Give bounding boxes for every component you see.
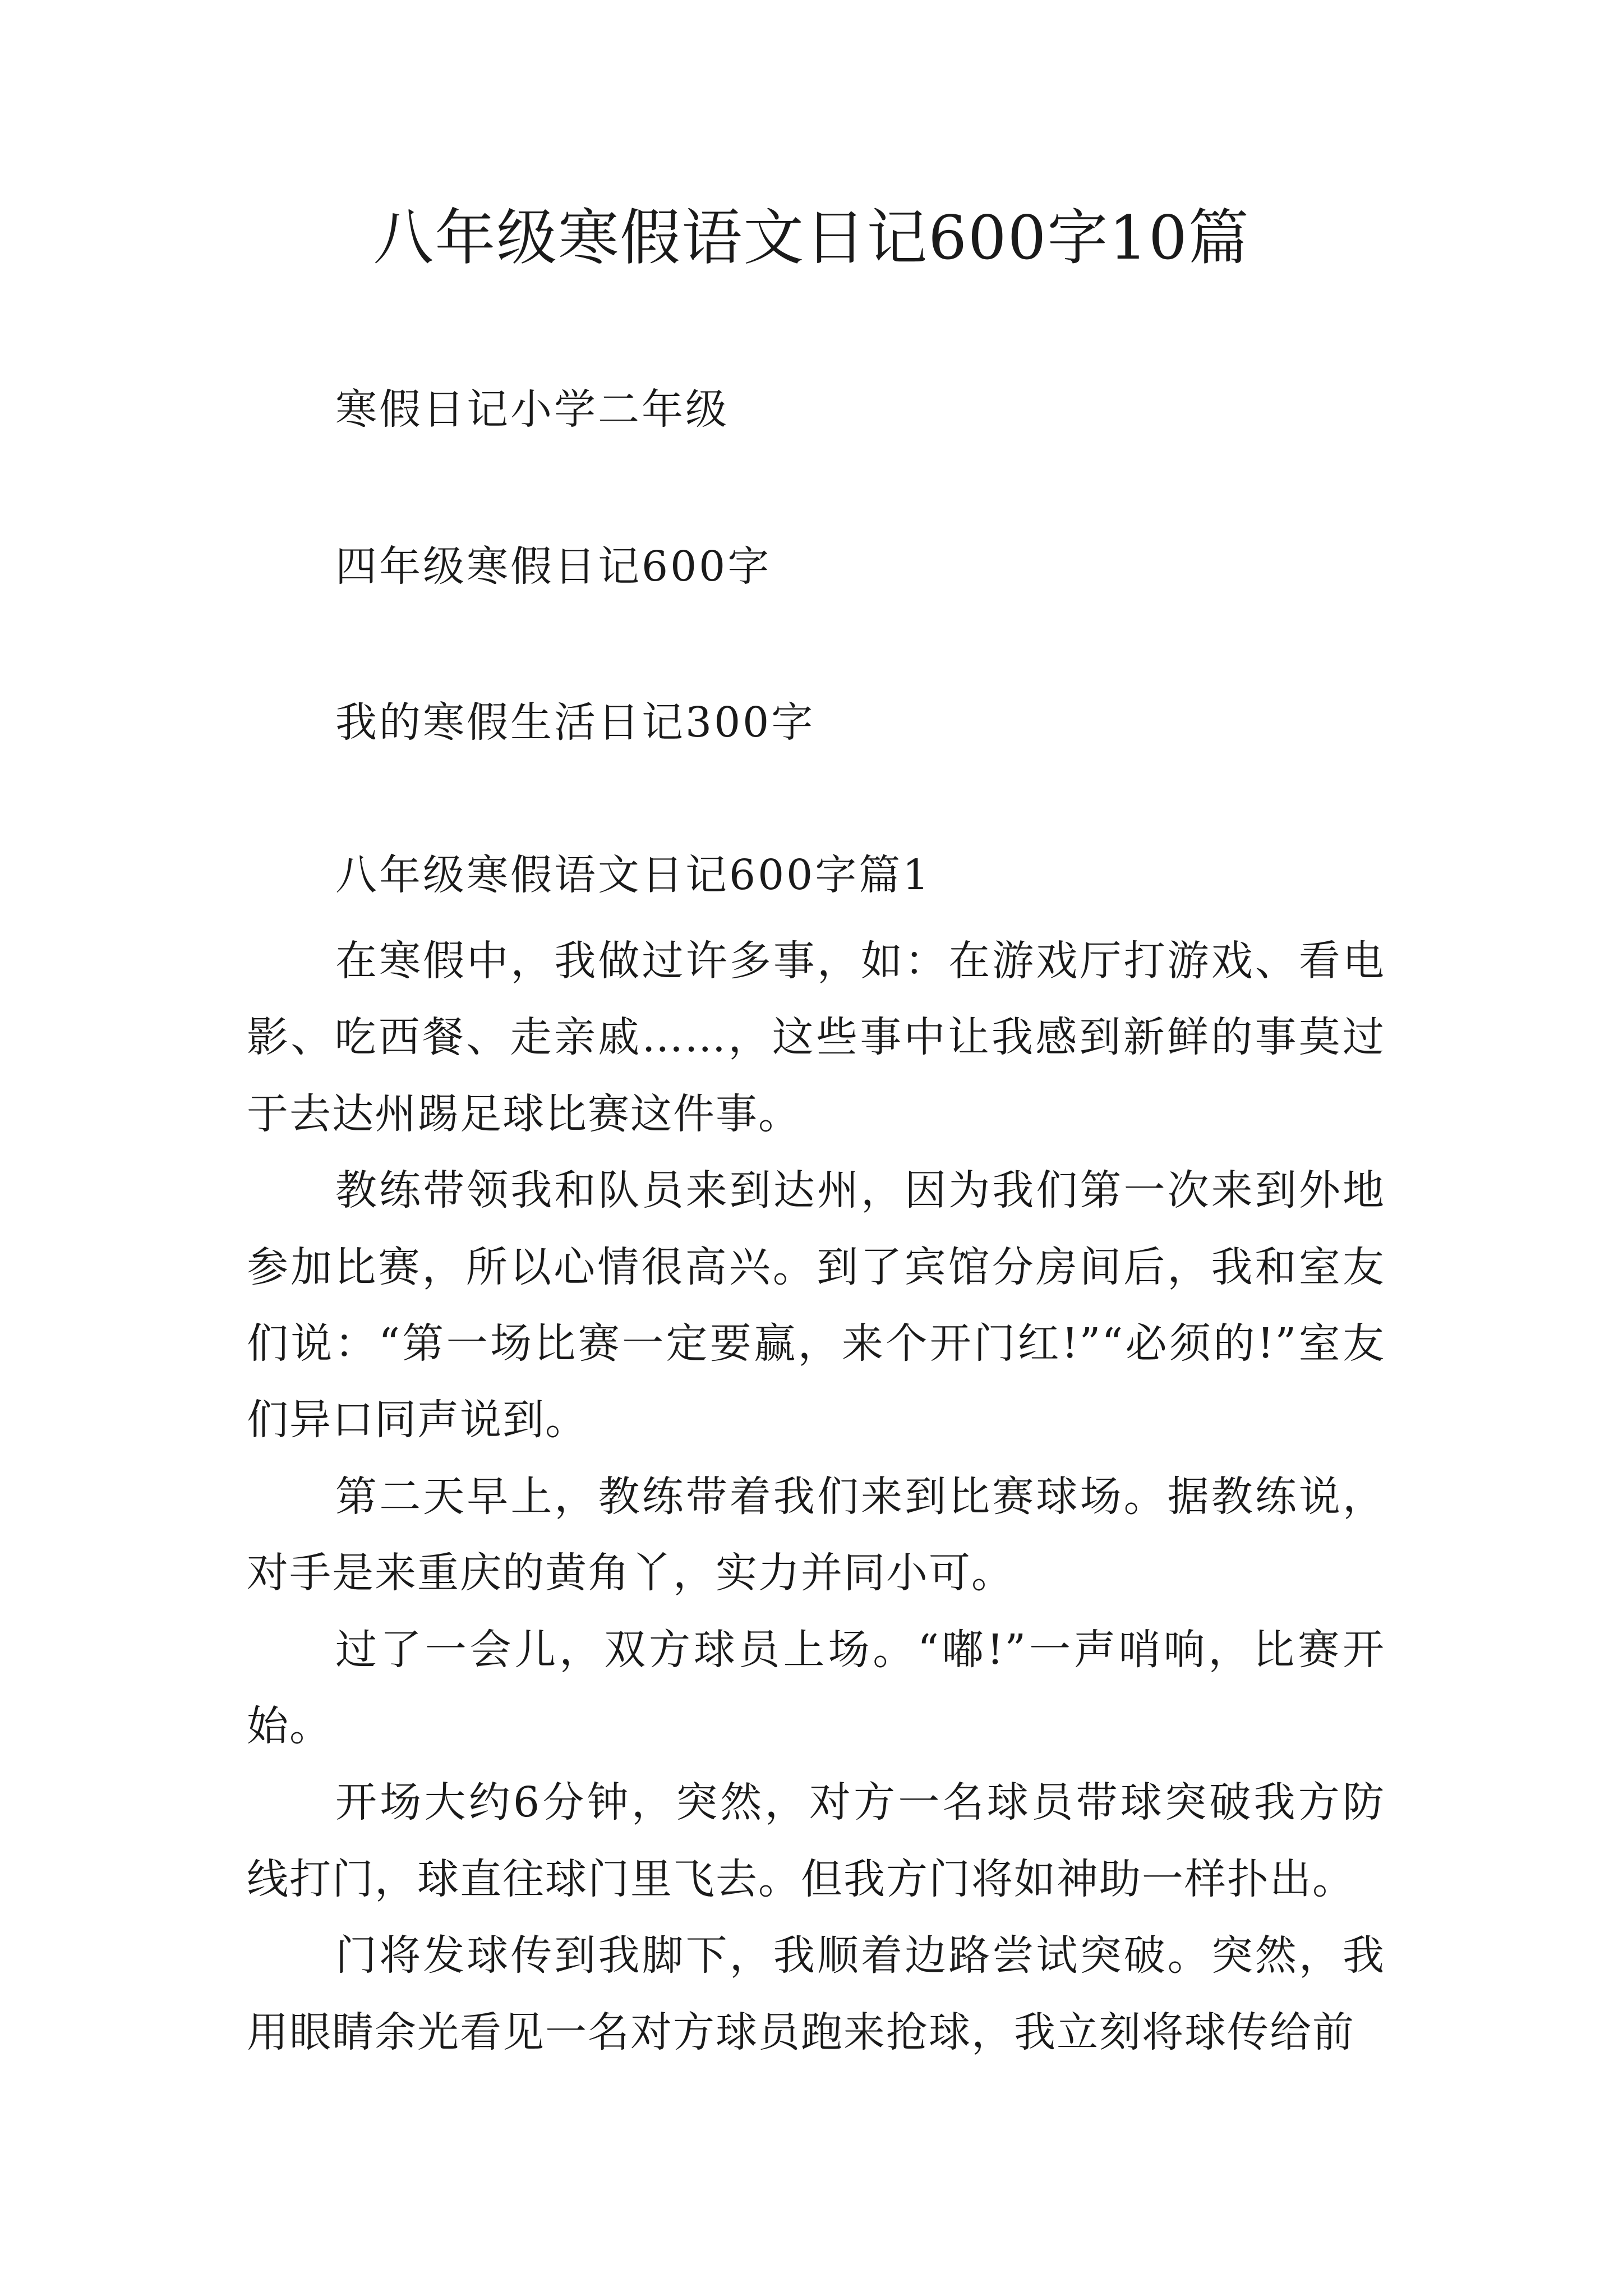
paragraph: 开场大约6分钟，突然，对方一名球员带球突破我方防线打门，球直往球门里飞去。但我方门将如神助一样扑出。 [247, 1778, 1385, 1903]
related-link-1[interactable]: 寒假日记小学二年级 [335, 385, 729, 434]
paragraph: 门将发球传到我脚下，我顺着边路尝试突破。突然，我用眼睛余光看见一名对方球员跑来抢球，我立刻将球传给前 [247, 1931, 1385, 2056]
document-title: 八年级寒假语文日记600字10篇 [373, 203, 1250, 273]
related-link-3[interactable]: 我的寒假生活日记300字 [335, 698, 815, 747]
paragraph: 在寒假中，我做过许多事，如：在游戏厅打游戏、看电影、吃西餐、走亲戚……，这些事中让我感到新鲜的事莫过于去达州踢足球比赛这件事。 [247, 937, 1385, 1138]
paragraph: 教练带领我和队员来到达州，因为我们第一次来到外地参加比赛，所以心情很高兴。到了宾馆分房间后，我和室友们说：“第一场比赛一定要赢，来个开门红!”“必须的!”室友们异口同声说到。 [247, 1166, 1385, 1444]
body-text [247, 923, 1385, 2070]
related-link-2[interactable]: 四年级寒假日记600字 [335, 542, 772, 591]
paragraph: 过了一会儿，双方球员上场。“嘟!”一声哨响，比赛开始。 [247, 1625, 1385, 1751]
section-heading: 八年级寒假语文日记600字篇1 [335, 851, 932, 899]
paragraph: 第二天早上，教练带着我们来到比赛球场。据教练说，对手是来重庆的黄角丫，实力并同小可。 [247, 1472, 1385, 1598]
